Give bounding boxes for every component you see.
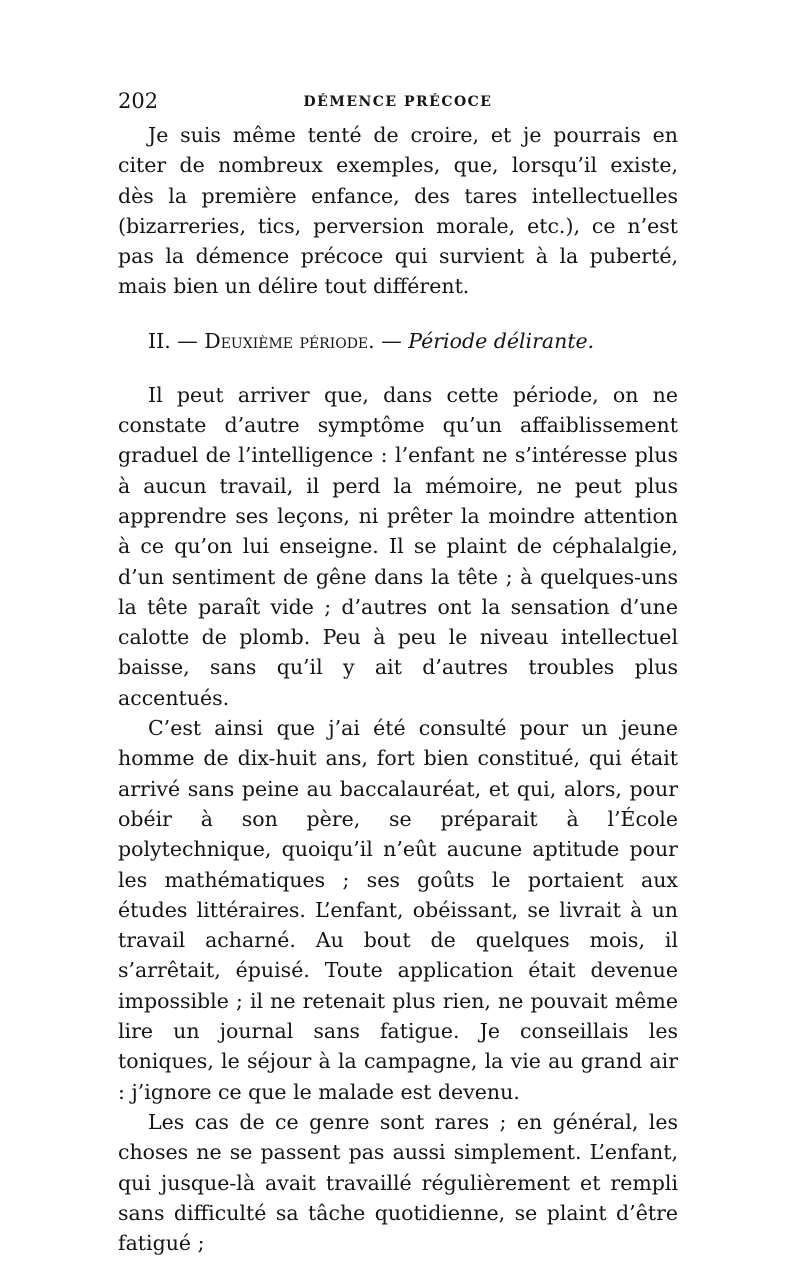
section-dash: — xyxy=(177,328,198,353)
section-numeral: II. xyxy=(148,328,171,353)
running-head xyxy=(118,88,678,120)
section-title: Deuxième période. xyxy=(204,328,375,353)
body-text xyxy=(118,120,678,1258)
paragraph-2: Il peut arriver que, dans cette période, on ne constate d’autre symptôme qu’un affaiblissement graduel de l’intelligence : l’enfant ne s’intéresse plus à aucun travail, il perd la mémoire, ne peut plus apprendre ses leçons, ni prêter la moindre attention à ce qu’on lui enseigne. Il se plaint de céphalalgie, d’un sentiment de gêne dans la tête ; à quelques-uns la tête paraît vide ; d’autres ont la sensation d’une calotte de plomb. Peu à peu le niveau intellectuel baisse, sans qu’il y ait d’autres troubles plus accentués. xyxy=(118,382,678,710)
paragraph-1: Je suis même tenté de croire, et je pourrais en citer de nombreux exemples, que, lorsqu’il existe, dès la première enfance, des tares intellectuelles (bizarreries, tics, perversion morale, etc.), ce n’est pas la démence précoce qui survient à la puberté, mais bien un délire tout différent. xyxy=(118,123,678,299)
paragraph-4: Les cas de ce genre sont rares ; en général, les choses ne se passent pas aussi simplement. L’enfant, qui jusque-là avait travaillé régulièrement et rempli sans difficulté sa tâche quotidienne, se plaint d’être fatigué ; xyxy=(118,1109,678,1256)
running-title: DÉMENCE PRÉCOCE xyxy=(303,94,493,110)
page-number: 202 xyxy=(118,89,159,113)
section-dash-2: — xyxy=(381,328,402,353)
section-heading xyxy=(118,326,678,356)
book-page xyxy=(118,88,678,1258)
paragraph-3: C’est ainsi que j’ai été consulté pour un jeune homme de dix-huit ans, fort bien constitué, qui était arrivé sans peine au baccalauréat, et qui, alors, pour obéir à son père, se préparait à l’École polytechnique, quoiqu’il n’eût aucune aptitude pour les mathématiques ; ses goûts le portaient aux études littéraires. L’enfant, obéissant, se livrait à un travail acharné. Au bout de quelques mois, il s’arrêtait, épuisé. Toute application était devenue impossible ; il ne retenait plus rien, ne pouvait même lire un journal sans fatigue. Je conseillais les toniques, le séjour à la campagne, la vie au grand air : j’ignore ce que le malade est devenu. xyxy=(118,716,678,1104)
section-subtitle: Période délirante. xyxy=(408,328,595,353)
